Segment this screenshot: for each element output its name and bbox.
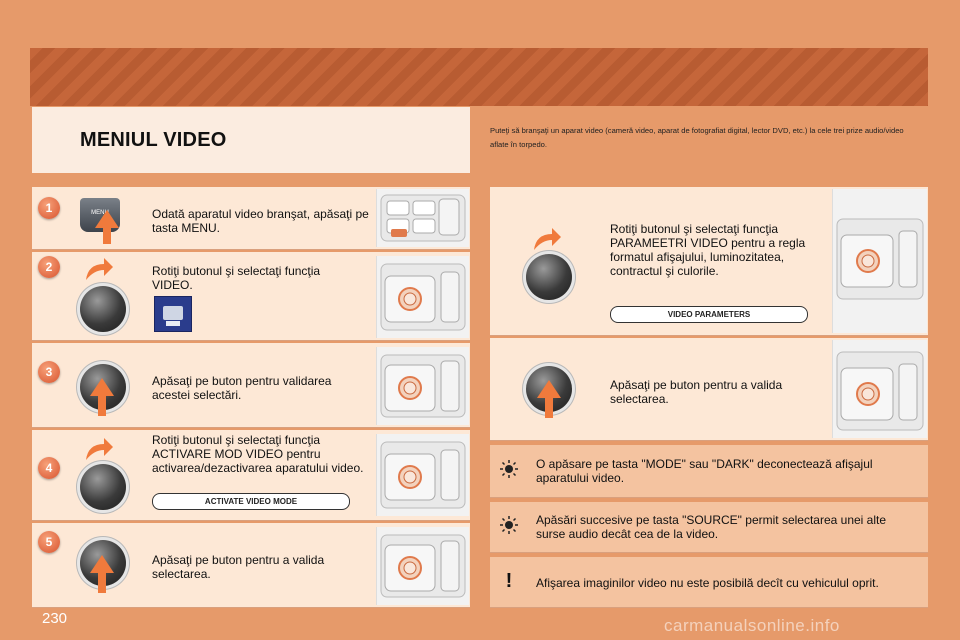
page-title: MENIUL VIDEO [80,129,227,151]
rotate-arrow-icon [530,226,562,257]
activate-video-mode-pill: ACTIVATE VIDEO MODE [152,493,350,510]
right-step-1-text: Rotiţi butonul şi selectaţi funcţia PARAMEETRI VIDEO pentru a regla formatul afişajului, luminozitatea, contractul şi culorile. [610,222,806,278]
radio-panel-icon [376,256,469,338]
press-arrow-icon [90,555,114,593]
page-number: 230 [42,610,68,627]
rotate-arrow-icon [82,256,114,287]
radio-panel-icon [376,347,469,425]
menu-key-icon: MENU [80,198,120,232]
sun-icon [500,516,518,534]
sun-icon [500,460,518,478]
step-2-number: 2 [38,256,60,278]
right-step-2-text: Apăsaţi pe buton pentru a valida selectarea. [610,378,783,406]
note-1-text: O apăsare pe tasta "MODE" sau "DARK" deconectează afişajul aparatului video. [536,457,873,485]
step-5-text: Apăsaţi pe buton pentru a valida selectarea. [152,553,325,581]
press-arrow-icon [95,210,119,244]
watermark: carmanualsonline.info [664,616,840,635]
step-2-text: Rotiţi butonul şi selectaţi funcţia VIDEO. [152,264,321,292]
radio-panel-icon [376,527,469,605]
step-5-number: 5 [38,531,60,553]
note-3-text: Afişarea imaginilor video nu este posibilă decît cu vehiculul oprit. [536,576,879,590]
press-arrow-icon [90,378,114,416]
step-1-text: Odată aparatul video branşat, apăsaţi pe tasta MENU. [152,207,369,235]
step-4-number: 4 [38,457,60,479]
step-3-number: 3 [38,361,60,383]
rotate-arrow-icon [82,436,114,467]
step-3-text: Apăsaţi pe buton pentru validarea acestei selectări. [152,374,332,402]
warning-icon: ! [505,570,513,592]
knob-icon [526,254,572,300]
step-1-number: 1 [38,197,60,219]
radio-panel-icon [832,340,927,438]
knob-icon [80,464,126,510]
intro-text: Puteţi să branşaţi un aparat video (cameră video, aparat de fotografiat digital, lector DVD, etc.) la cele trei prize audio/video aflate în torpedo. [490,126,904,149]
radio-panel-icon [376,434,469,516]
radio-panel-icon [376,189,469,247]
radio-panel-icon [832,189,927,333]
press-arrow-icon [537,380,561,418]
video-icon [154,296,192,332]
header-stripes [30,48,928,106]
note-2-text: Apăsări succesive pe tasta "SOURCE" permit selectarea unei alte surse audio decât cea de la video. [536,513,887,541]
step-4-text: Rotiţi butonul şi selectaţi funcţia ACTIVARE MOD VIDEO pentru activarea/dezactivarea aparatului video. [152,433,364,475]
knob-icon [80,286,126,332]
video-parameters-pill: VIDEO PARAMETERS [610,306,808,323]
